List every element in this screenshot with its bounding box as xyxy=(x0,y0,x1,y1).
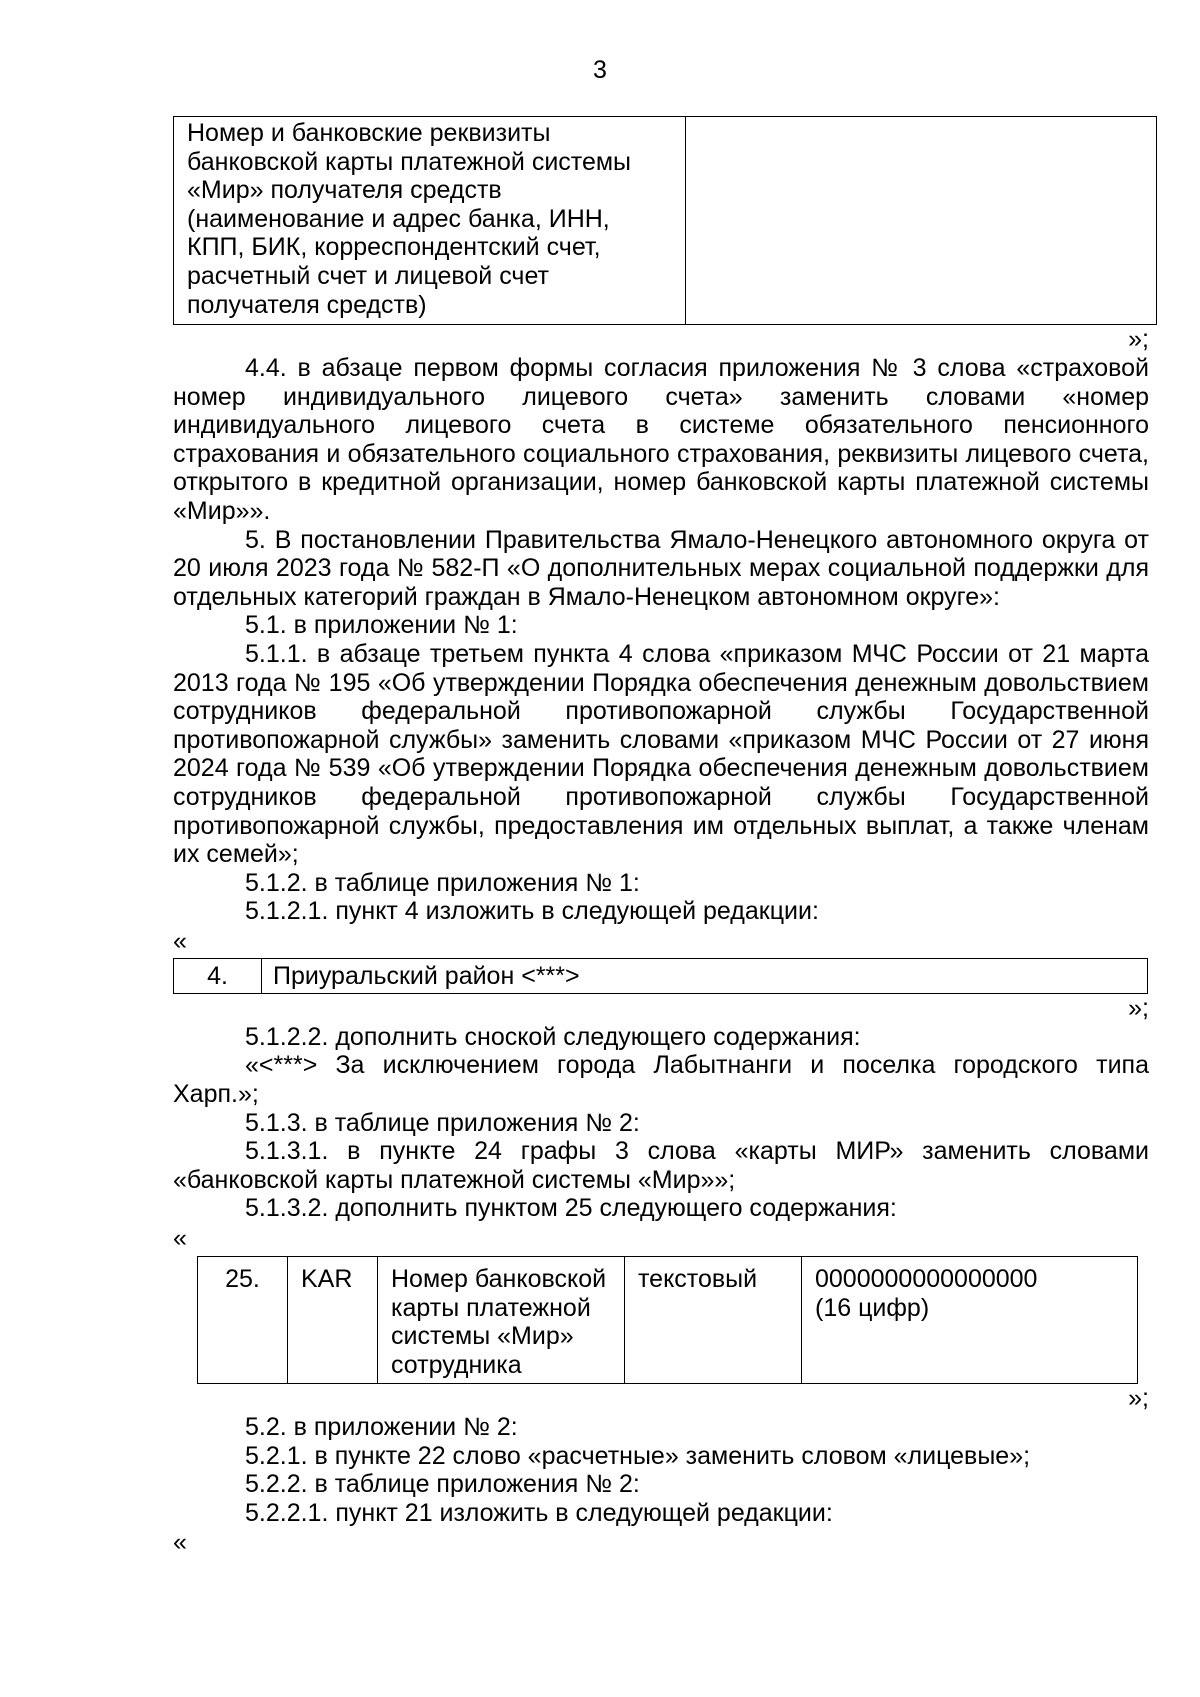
paragraph-5-2: 5.2. в приложении № 2: xyxy=(245,1413,518,1442)
paragraph-5-1-1: 5.1.1. в абзаце третьем пункта 4 слова «приказом МЧС России от 21 марта 2013 года № 195 «Об утверждении Порядка обеспечения денежным довольствием сотрудников федеральной противопожарной службы Государственной противопожарной службы» заменить словами «приказом МЧС России от 27 июня 2024 года № 539 «Об утверждении Порядка обеспечения денежным довольствием сотрудников федеральной противопожарной службы Государственной противопожарной службы, предоставления им отдельных выплат, а также членам их семей»; xyxy=(173,639,1149,869)
district-table xyxy=(173,958,1148,994)
field-name-line: Номер банковской xyxy=(391,1265,607,1294)
opening-quote: « xyxy=(173,1224,187,1253)
label-line: получателя средств) xyxy=(187,290,427,319)
label-line: (наименование и адрес банка, ИНН, xyxy=(187,204,610,233)
bank-details-table xyxy=(173,116,1157,325)
field-format-line: (16 цифр) xyxy=(815,1293,930,1322)
field-code-cell: KAR xyxy=(288,1257,378,1384)
label-line: «Мир» получателя средств xyxy=(187,176,502,205)
field-name-cell xyxy=(378,1257,625,1384)
card-field-table xyxy=(197,1256,1138,1384)
field-format-line: 0000000000000000 xyxy=(815,1265,1038,1294)
paragraph-5-1-3-1: 5.1.3.1. в пункте 24 графы 3 слова «карты МИР» заменить словами «банковской карты платежной системы «Мир»»; xyxy=(173,1137,1149,1194)
field-number-cell: 25. xyxy=(198,1257,288,1384)
bank-details-label-cell xyxy=(174,117,686,325)
paragraph-5-1-3-2: 5.1.3.2. дополнить пунктом 25 следующего содержания: xyxy=(245,1194,897,1223)
paragraph-5-1-2: 5.1.2. в таблице приложения № 1: xyxy=(245,868,640,897)
document-body xyxy=(173,116,1149,1557)
district-name-cell: Приуральский район <***> xyxy=(262,958,1148,993)
opening-quote: « xyxy=(173,1528,187,1557)
closing-quote: »; xyxy=(1128,993,1149,1022)
label-line: Номер и банковские реквизиты xyxy=(187,119,551,147)
page-number: 3 xyxy=(593,56,607,84)
label-line: банковской карты платежной системы xyxy=(187,147,632,176)
field-name-line: сотрудника xyxy=(391,1350,522,1379)
paragraph-5-1: 5.1. в приложении № 1: xyxy=(245,611,518,640)
paragraph-4-4: 4.4. в абзаце первом формы согласия приложения № 3 слова «страховой номер индивидуального лицевого счета» заменить словами «номер индивидуального лицевого счета в системе обязательного пенсионного страхования и обязательного социального страхования, реквизиты лицевого счета, открытого в кредитной организации, номер банковской карты платежной системы «Мир»». xyxy=(173,354,1149,525)
opening-quote: « xyxy=(173,926,187,955)
paragraph-5-2-2: 5.2.2. в таблице приложения № 2: xyxy=(245,1470,640,1499)
paragraph-footnote: «<***> За исключением города Лабытнанги и поселка городского типа Харп.»; xyxy=(173,1051,1149,1109)
paragraph-5-1-3: 5.1.3. в таблице приложения № 2: xyxy=(245,1108,640,1137)
field-type-cell: текстовый xyxy=(625,1257,802,1384)
field-name-line: карты платежной xyxy=(391,1293,591,1322)
field-name-line: системы «Мир» xyxy=(391,1322,574,1351)
paragraph-5: 5. В постановлении Правительства Ямало-Ненецкого автономного округа от 20 июля 2023 года № 582-П «О дополнительных мерах социальной поддержки для отдельных категорий граждан в Ямало-Ненецком автономном округе»: xyxy=(173,525,1149,611)
paragraph-5-2-1: 5.2.1. в пункте 22 слово «расчетные» заменить словом «лицевые»; xyxy=(245,1441,1031,1470)
closing-quote: »; xyxy=(1128,325,1149,353)
bank-details-value-cell xyxy=(686,117,1157,325)
label-line: расчетный счет и лицевой счет xyxy=(187,261,549,290)
closing-quote: »; xyxy=(1128,1384,1149,1413)
field-format-cell xyxy=(802,1257,1138,1384)
paragraph-5-2-2-1: 5.2.2.1. пункт 21 изложить в следующей редакции: xyxy=(245,1498,833,1527)
label-line: КПП, БИК, корреспондентский счет, xyxy=(187,233,601,262)
paragraph-5-1-2-2: 5.1.2.2. дополнить сноской следующего содержания: xyxy=(245,1022,861,1051)
district-number-cell: 4. xyxy=(174,958,262,993)
paragraph-5-1-2-1: 5.1.2.1. пункт 4 изложить в следующей редакции: xyxy=(245,897,819,926)
